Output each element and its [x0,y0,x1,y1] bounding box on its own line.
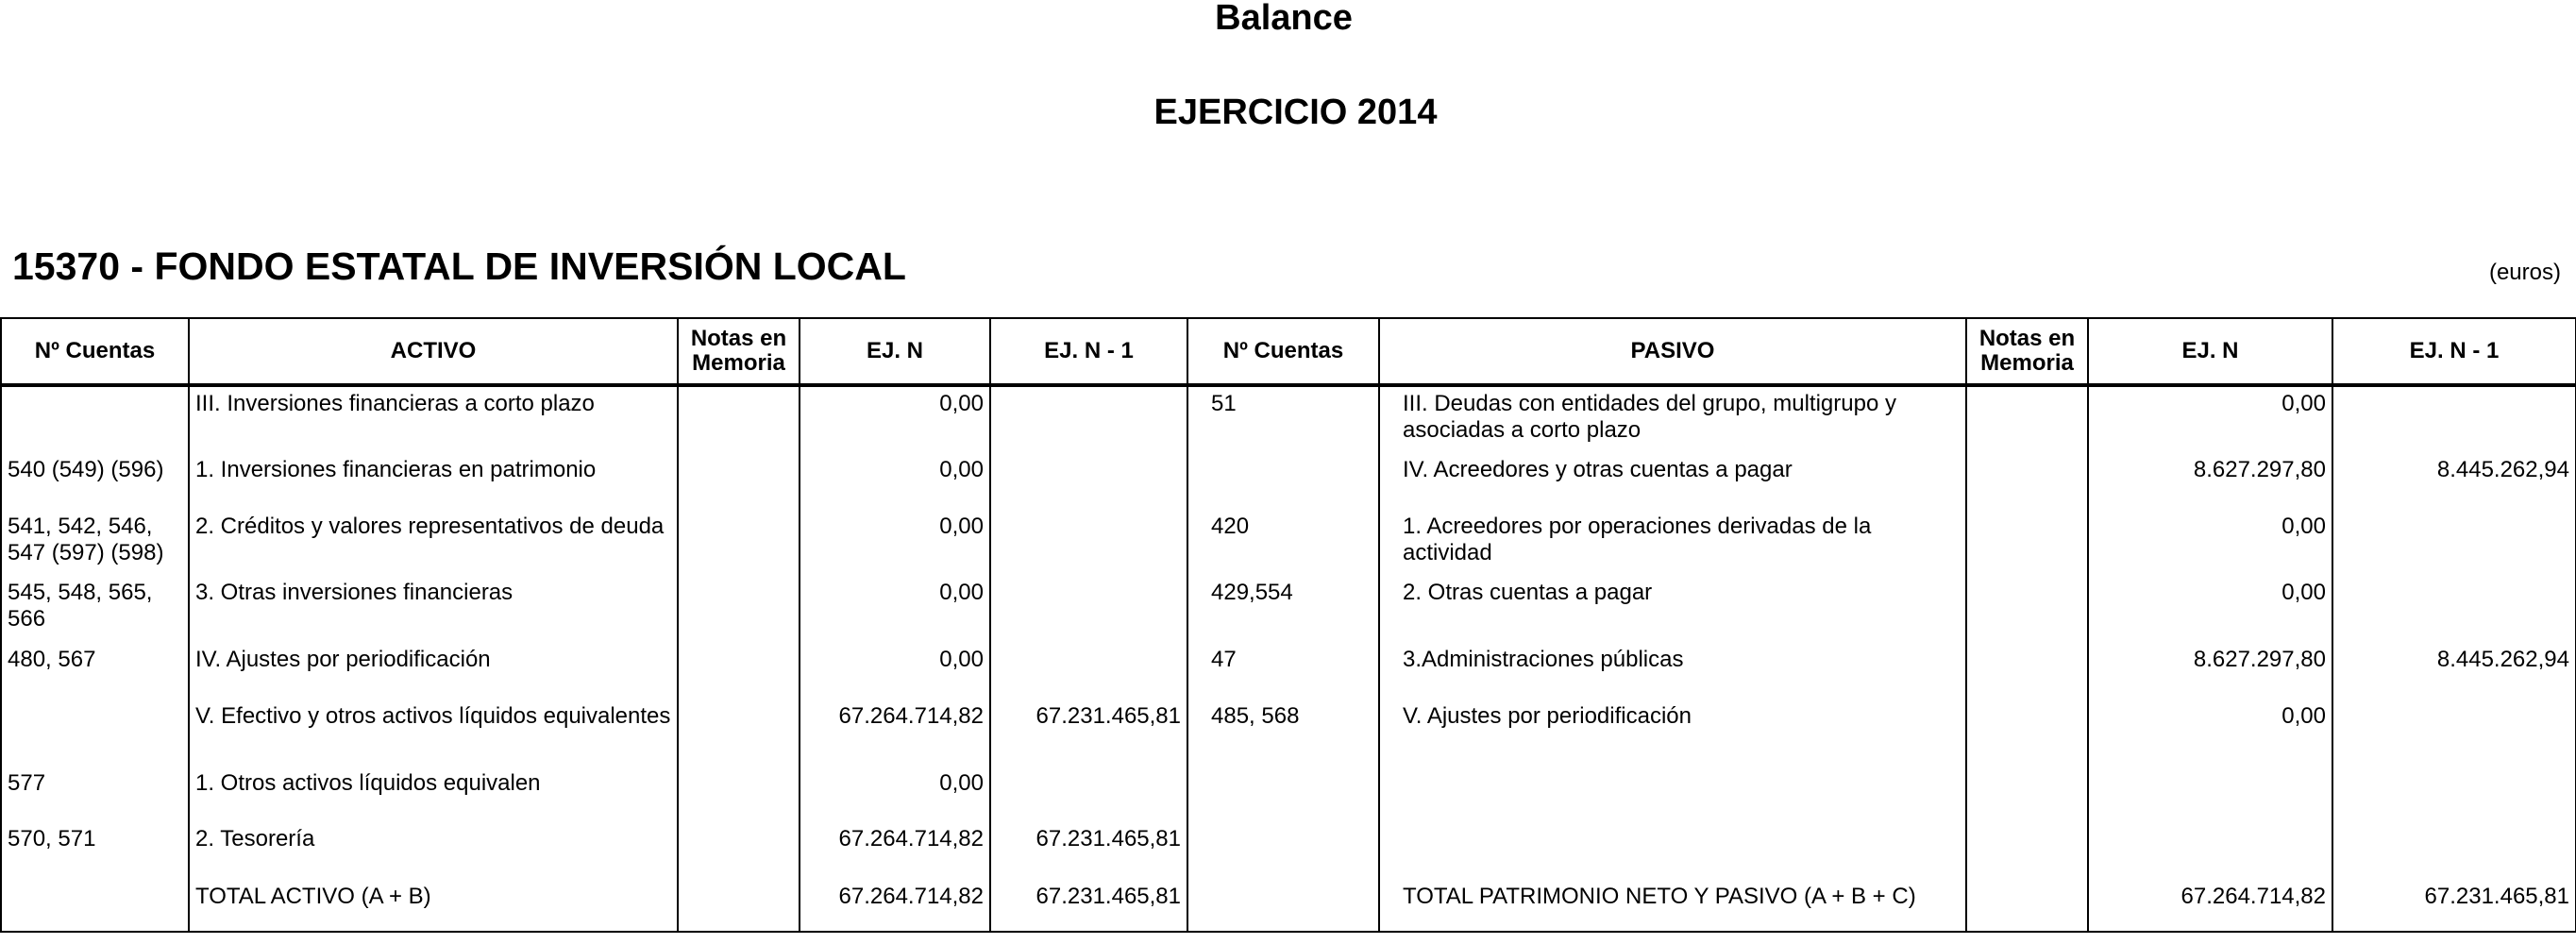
cell-activo: 1. Otros activos líquidos equivalen [189,767,678,822]
cell-cuentas-pasivo [1187,767,1379,822]
cell-notas-pasivo [1966,822,2088,880]
col-header-cuentas-pasivo: Nº Cuentas [1187,318,1379,385]
cell-notas-pasivo [1966,767,2088,822]
cell-pasivo [1379,822,1966,880]
cell-activo: V. Efectivo y otros activos líquidos equivalentes [189,700,678,767]
cell-cuentas-pasivo [1187,880,1379,932]
report-subtitle: EJERCICIO 2014 [1153,93,1438,132]
cell-cuentas-pasivo [1187,453,1379,510]
cell-notas-activo [678,767,800,822]
cell-ejn-activo: 0,00 [800,767,990,822]
cell-cuentas-activo [1,880,189,932]
table-row [1,822,2576,880]
cell-cuentas-activo [1,385,189,453]
cell-activo: TOTAL ACTIVO (A + B) [189,880,678,932]
cell-ejn-pasivo: 8.627.297,80 [2088,643,2332,700]
col-header-notas-pasivo: Notas en Memoria [1966,318,2088,385]
cell-ejn-pasivo: 67.264.714,82 [2088,880,2332,932]
col-header-ejn1-activo: EJ. N - 1 [990,318,1187,385]
cell-activo: 2. Tesorería [189,822,678,880]
cell-cuentas-activo: 577 [1,767,189,822]
cell-cuentas-pasivo: 429,554 [1187,576,1379,643]
cell-notas-activo [678,700,800,767]
cell-ejn1-pasivo [2332,576,2576,643]
cell-ejn-pasivo: 0,00 [2088,700,2332,767]
cell-ejn-pasivo: 8.627.297,80 [2088,453,2332,510]
cell-ejn-pasivo: 0,00 [2088,385,2332,453]
cell-ejn1-activo [990,385,1187,453]
cell-notas-activo [678,510,800,576]
cell-ejn-activo: 0,00 [800,643,990,700]
table-row [1,880,2576,932]
cell-ejn-activo: 0,00 [800,510,990,576]
balance-table [0,317,2576,933]
cell-ejn-activo: 67.264.714,82 [800,880,990,932]
cell-activo: 2. Créditos y valores representativos de deuda [189,510,678,576]
cell-notas-pasivo [1966,453,2088,510]
table-row [1,767,2576,822]
cell-ejn1-pasivo [2332,767,2576,822]
cell-cuentas-activo [1,700,189,767]
cell-activo: III. Inversiones financieras a corto plazo [189,385,678,453]
cell-ejn1-pasivo [2332,510,2576,576]
cell-ejn-pasivo [2088,767,2332,822]
table-header-row [1,318,2576,385]
cell-notas-activo [678,385,800,453]
table-row [1,510,2576,576]
cell-ejn-pasivo [2088,822,2332,880]
cell-cuentas-activo: 570, 571 [1,822,189,880]
cell-ejn1-activo: 67.231.465,81 [990,880,1187,932]
cell-ejn1-pasivo [2332,822,2576,880]
cell-pasivo: TOTAL PATRIMONIO NETO Y PASIVO (A + B + C) [1379,880,1966,932]
cell-activo: 1. Inversiones financieras en patrimonio [189,453,678,510]
cell-pasivo: 2. Otras cuentas a pagar [1379,576,1966,643]
cell-cuentas-pasivo [1187,822,1379,880]
cell-notas-pasivo [1966,510,2088,576]
table-row [1,700,2576,767]
cell-cuentas-pasivo: 485, 568 [1187,700,1379,767]
cell-ejn1-activo [990,510,1187,576]
cell-ejn1-activo: 67.231.465,81 [990,822,1187,880]
table-row [1,643,2576,700]
cell-ejn1-activo: 67.231.465,81 [990,700,1187,767]
cell-activo: 3. Otras inversiones financieras [189,576,678,643]
cell-ejn1-pasivo [2332,700,2576,767]
col-header-ejn1-pasivo: EJ. N - 1 [2332,318,2576,385]
cell-pasivo: 3.Administraciones públicas [1379,643,1966,700]
cell-notas-activo [678,880,800,932]
cell-pasivo [1379,767,1966,822]
col-header-cuentas-activo: Nº Cuentas [1,318,189,385]
cell-ejn1-activo [990,767,1187,822]
cell-cuentas-pasivo: 420 [1187,510,1379,576]
cell-notas-pasivo [1966,576,2088,643]
cell-ejn1-pasivo: 8.445.262,94 [2332,643,2576,700]
cell-notas-activo [678,453,800,510]
table-row [1,453,2576,510]
cell-activo: IV. Ajustes por periodificación [189,643,678,700]
cell-notas-activo [678,576,800,643]
cell-ejn1-activo [990,643,1187,700]
col-header-notas-activo: Notas en Memoria [678,318,800,385]
cell-notas-activo [678,822,800,880]
col-header-activo: ACTIVO [189,318,678,385]
cell-ejn1-activo [990,576,1187,643]
cell-notas-pasivo [1966,700,2088,767]
col-header-ejn-pasivo: EJ. N [2088,318,2332,385]
table-row [1,385,2576,453]
cell-ejn1-pasivo: 8.445.262,94 [2332,453,2576,510]
cell-notas-pasivo [1966,880,2088,932]
cell-cuentas-activo: 540 (549) (596) [1,453,189,510]
cell-ejn1-pasivo: 67.231.465,81 [2332,880,2576,932]
cell-cuentas-activo: 480, 567 [1,643,189,700]
cell-ejn1-pasivo [2332,385,2576,453]
cell-ejn-pasivo: 0,00 [2088,576,2332,643]
cell-notas-activo [678,643,800,700]
cell-ejn-activo: 0,00 [800,453,990,510]
cell-cuentas-activo: 545, 548, 565, 566 [1,576,189,643]
col-header-ejn-activo: EJ. N [800,318,990,385]
cell-notas-pasivo [1966,385,2088,453]
cell-cuentas-pasivo: 47 [1187,643,1379,700]
cell-ejn-pasivo: 0,00 [2088,510,2332,576]
report-title: Balance [1215,0,1353,38]
col-header-pasivo: PASIVO [1379,318,1966,385]
entity-heading: 15370 - FONDO ESTATAL DE INVERSIÓN LOCAL [12,244,906,288]
cell-ejn-activo: 0,00 [800,385,990,453]
cell-pasivo: 1. Acreedores por operaciones derivadas de la actividad [1379,510,1966,576]
cell-pasivo: V. Ajustes por periodificación [1379,700,1966,767]
cell-ejn1-activo [990,453,1187,510]
cell-cuentas-pasivo: 51 [1187,385,1379,453]
cell-ejn-activo: 67.264.714,82 [800,700,990,767]
table-row [1,576,2576,643]
cell-cuentas-activo: 541, 542, 546, 547 (597) (598) [1,510,189,576]
cell-notas-pasivo [1966,643,2088,700]
cell-ejn-activo: 0,00 [800,576,990,643]
cell-pasivo: IV. Acreedores y otras cuentas a pagar [1379,453,1966,510]
cell-pasivo: III. Deudas con entidades del grupo, multigrupo y asociadas a corto plazo [1379,385,1966,453]
units-label: (euros) [2488,260,2561,285]
cell-ejn-activo: 67.264.714,82 [800,822,990,880]
